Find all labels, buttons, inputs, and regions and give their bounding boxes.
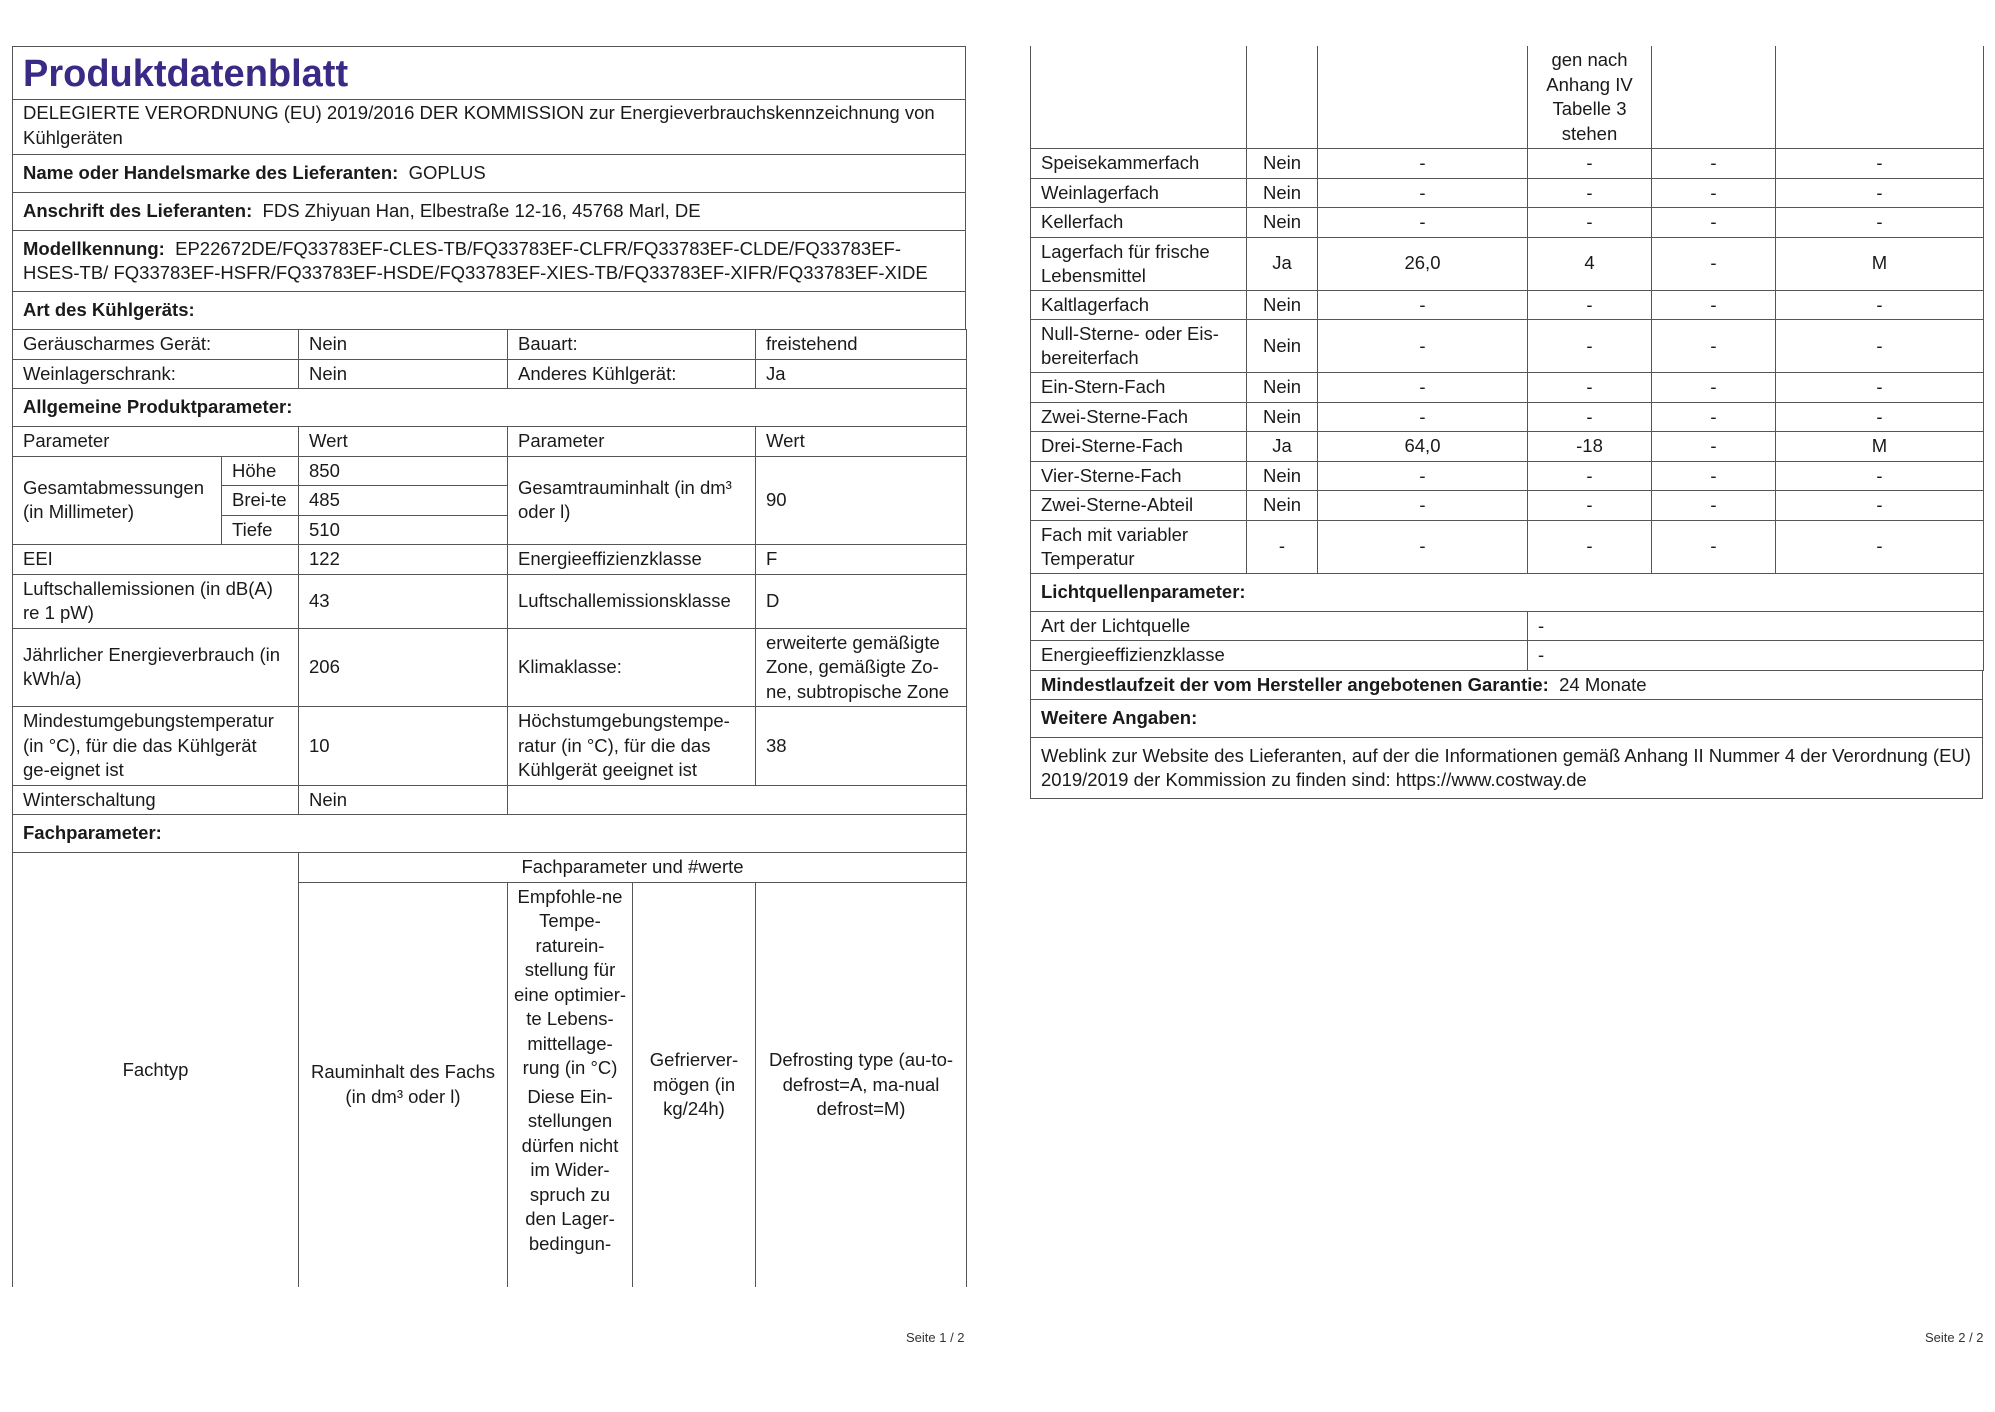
compartment-freeze: - <box>1652 402 1776 432</box>
winter-label: Winterschaltung <box>13 785 299 815</box>
fach-type-header: Fachtyp <box>13 853 299 1288</box>
compartment-freeze: - <box>1652 373 1776 403</box>
compartment-row <box>1031 290 1984 320</box>
winter-row <box>13 785 967 815</box>
compartment-volume: - <box>1318 491 1528 521</box>
compartment-name: Lagerfach für frische Lebensmittel <box>1031 237 1247 290</box>
compartment-row <box>1031 178 1984 208</box>
compartment-defrost: - <box>1776 320 1984 373</box>
compartment-temp: - <box>1528 461 1652 491</box>
compartment-defrost: - <box>1776 491 1984 521</box>
regulation-text: DELEGIERTE VERORDNUNG (EU) 2019/2016 DER KOMMISSION zur Energieverbrauchskennzeichnung von Kühlgeräten <box>13 99 966 155</box>
volume-value: 90 <box>756 456 967 545</box>
compartment-defrost: - <box>1776 373 1984 403</box>
compartment-temp: - <box>1528 149 1652 179</box>
compartment-name: Zwei-Sterne-Fach <box>1031 402 1247 432</box>
model-row <box>13 231 966 292</box>
column-header: Parameter <box>508 427 756 457</box>
model-value: EP22672DE/FQ33783EF-CLES-TB/FQ33783EF-CLFR/FQ33783EF-CLDE/FQ33783EF-HSES-TB/ FQ33783EF-HSFR/FQ33783EF-HSDE/FQ33783EF-XIES-TB/FQ33783EF-XIFR/FQ33783EF-XIDE <box>23 238 928 283</box>
compartment-freeze: - <box>1652 290 1776 320</box>
compartment-name: Null-Sterne- oder Eis-bereiterfach <box>1031 320 1247 373</box>
light-label: Art der Lichtquelle <box>1031 611 1528 641</box>
fach-temp-note: Diese Ein-stellungen dürfen nicht im Wider-spruch zu den Lager-bedingun- <box>521 1085 619 1254</box>
compartment-freeze: - <box>1652 149 1776 179</box>
header-table <box>12 46 966 100</box>
param-value: F <box>756 545 967 575</box>
compartment-name: Kaltlagerfach <box>1031 290 1247 320</box>
compartment-row <box>1031 520 1984 573</box>
compartment-row <box>1031 373 1984 403</box>
compartment-freeze: - <box>1652 237 1776 290</box>
compartment-row <box>1031 320 1984 373</box>
type-label: Geräuscharmes Gerät: <box>13 330 299 360</box>
fach-volume-header: Rauminhalt des Fachs (in dm³ oder l) <box>299 882 508 1287</box>
param-value: 43 <box>299 574 508 628</box>
dimension-row <box>13 456 967 486</box>
type-heading: Art des Kühlgeräts: <box>13 292 966 330</box>
warranty-value: 24 Monate <box>1559 673 1647 695</box>
compartment-present: Nein <box>1247 461 1318 491</box>
compartment-row <box>1031 491 1984 521</box>
compartment-name: Speisekammerfach <box>1031 149 1247 179</box>
depth-value: 510 <box>299 515 508 545</box>
compartment-defrost: - <box>1776 402 1984 432</box>
param-value: 122 <box>299 545 508 575</box>
param-label: Luftschallemissionen (in dB(A) re 1 pW) <box>13 574 299 628</box>
compartment-temp: -18 <box>1528 432 1652 462</box>
warranty-label: Mindestlaufzeit der vom Hersteller angebotenen Garantie: <box>1041 673 1549 695</box>
type-value: freistehend <box>756 330 967 360</box>
column-header: Wert <box>756 427 967 457</box>
compartment-freeze: - <box>1652 178 1776 208</box>
compartment-freeze: - <box>1652 491 1776 521</box>
light-row <box>1031 611 1984 641</box>
compartment-volume: - <box>1318 520 1528 573</box>
address-row <box>13 193 966 231</box>
light-value: - <box>1528 641 1984 671</box>
param-value: 206 <box>299 628 508 707</box>
compartment-volume: - <box>1318 290 1528 320</box>
compartment-freeze: - <box>1652 432 1776 462</box>
param-value: D <box>756 574 967 628</box>
compartment-name: Weinlagerfach <box>1031 178 1247 208</box>
compartment-present: Ja <box>1247 237 1318 290</box>
fach-defrost-header: Defrosting type (au-to-defrost=A, ma-nual defrost=M) <box>756 882 967 1287</box>
compartment-defrost: - <box>1776 520 1984 573</box>
compartment-defrost: - <box>1776 178 1984 208</box>
param-label: Höchstumgebungstempe-ratur (in °C), für die das Kühlgerät geeignet ist <box>508 707 756 786</box>
empty-cell <box>1318 46 1528 149</box>
fach-heading: Fachparameter: <box>13 815 967 853</box>
type-label: Weinlagerschrank: <box>13 359 299 389</box>
compartment-present: Nein <box>1247 149 1318 179</box>
compartment-present: Nein <box>1247 290 1318 320</box>
empty-cell <box>1652 46 1776 149</box>
width-value: 485 <box>299 486 508 516</box>
param-value: 38 <box>756 707 967 786</box>
compartment-present: Ja <box>1247 432 1318 462</box>
compartment-present: Nein <box>1247 320 1318 373</box>
compartment-defrost: - <box>1776 461 1984 491</box>
compartment-volume: - <box>1318 402 1528 432</box>
compartment-defrost: - <box>1776 208 1984 238</box>
compartment-freeze: - <box>1652 208 1776 238</box>
compartment-defrost: - <box>1776 149 1984 179</box>
compartment-row <box>1031 432 1984 462</box>
param-row <box>13 545 967 575</box>
empty-cell <box>1031 46 1247 149</box>
params-table <box>12 329 967 853</box>
compartment-volume: - <box>1318 208 1528 238</box>
param-row <box>13 574 967 628</box>
height-label: Höhe <box>222 456 299 486</box>
compartment-name: Drei-Sterne-Fach <box>1031 432 1247 462</box>
supplier-table <box>12 99 966 330</box>
page-title: Produktdatenblatt <box>13 47 966 100</box>
empty-cell <box>1776 46 1984 149</box>
empty-cell <box>1247 46 1318 149</box>
compartment-name: Ein-Stern-Fach <box>1031 373 1247 403</box>
compartment-temp: - <box>1528 208 1652 238</box>
compartment-name: Zwei-Sterne-Abteil <box>1031 491 1247 521</box>
type-value: Nein <box>299 359 508 389</box>
compartment-freeze: - <box>1652 520 1776 573</box>
address-label: Anschrift des Lieferanten: <box>23 200 253 222</box>
continuation-row <box>1031 46 1984 149</box>
winter-value: Nein <box>299 785 508 815</box>
supplier-label: Name oder Handelsmarke des Lieferanten: <box>23 162 399 184</box>
compartment-volume: - <box>1318 320 1528 373</box>
model-label: Modellkennung: <box>23 238 165 259</box>
compartment-temp: - <box>1528 290 1652 320</box>
type-row <box>13 330 967 360</box>
compartment-temp: - <box>1528 373 1652 403</box>
warranty-row <box>1031 670 1983 700</box>
supplier-row <box>13 155 966 193</box>
general-heading: Allgemeine Produktparameter: <box>13 389 967 427</box>
height-value: 850 <box>299 456 508 486</box>
dimensions-label: Gesamtabmessungen (in Millimeter) <box>13 456 222 545</box>
page-2-footer: Seite 2 / 2 <box>1925 1330 1984 1345</box>
compartment-defrost: M <box>1776 432 1984 462</box>
type-value: Nein <box>299 330 508 360</box>
fach-temp-text: Empfohle-ne Tempe-raturein-stellung für eine optimier-te Lebens-mittellage-rung (in °C) <box>513 885 627 1078</box>
compartment-volume: - <box>1318 373 1528 403</box>
light-row <box>1031 641 1984 671</box>
depth-label: Tiefe <box>222 515 299 545</box>
param-header-row <box>13 427 967 457</box>
compartment-temp: - <box>1528 320 1652 373</box>
param-label: Jährlicher Energieverbrauch (in kWh/a) <box>13 628 299 707</box>
compartment-present: Nein <box>1247 208 1318 238</box>
volume-label: Gesamtrauminhalt (in dm³ oder l) <box>508 456 756 545</box>
param-value: 10 <box>299 707 508 786</box>
supplier-value: GOPLUS <box>408 162 486 184</box>
param-label: Mindestumgebungstemperatur (in °C), für die das Kühlgerät ge-eignet ist <box>13 707 299 786</box>
compartment-row <box>1031 149 1984 179</box>
param-label: Luftschallemissionsklasse <box>508 574 756 628</box>
fach-temp-header <box>508 882 633 1287</box>
column-header: Parameter <box>13 427 299 457</box>
param-label: Klimaklasse: <box>508 628 756 707</box>
compartment-present: Nein <box>1247 178 1318 208</box>
compartment-volume: - <box>1318 461 1528 491</box>
width-label: Brei-te <box>222 486 299 516</box>
compartment-name: Kellerfach <box>1031 208 1247 238</box>
light-heading: Lichtquellenparameter: <box>1031 573 1984 611</box>
compartment-name: Vier-Sterne-Fach <box>1031 461 1247 491</box>
compartment-present: Nein <box>1247 491 1318 521</box>
address-value: FDS Zhiyuan Han, Elbestraße 12-16, 45768 Marl, DE <box>262 200 701 222</box>
type-label: Anderes Kühlgerät: <box>508 359 756 389</box>
compartment-row <box>1031 237 1984 290</box>
compartment-present: Nein <box>1247 402 1318 432</box>
compartment-volume: - <box>1318 178 1528 208</box>
light-label: Energieeffizienzklasse <box>1031 641 1528 671</box>
fach-group-header: Fachparameter und #werte <box>299 853 967 883</box>
compartment-defrost: M <box>1776 237 1984 290</box>
compartment-temp: - <box>1528 402 1652 432</box>
compartment-row <box>1031 461 1984 491</box>
warranty-table <box>1030 670 1983 800</box>
compartment-temp: - <box>1528 520 1652 573</box>
param-row <box>13 628 967 707</box>
compartment-rows <box>1031 149 1984 574</box>
temp-header-continuation: gen nach Anhang IV Tabelle 3 stehen <box>1528 46 1652 149</box>
page-1-footer: Seite 1 / 2 <box>906 1330 965 1345</box>
light-value: - <box>1528 611 1984 641</box>
fach-freeze-header: Gefrierver-mögen (in kg/24h) <box>633 882 756 1287</box>
type-value: Ja <box>756 359 967 389</box>
compartment-temp: - <box>1528 178 1652 208</box>
param-row <box>13 707 967 786</box>
datasheet-page-1 <box>12 46 966 1287</box>
param-label: Energieeffizienzklasse <box>508 545 756 575</box>
datasheet-page-2 <box>1030 46 1983 799</box>
compartment-volume: - <box>1318 149 1528 179</box>
compartment-volume: 26,0 <box>1318 237 1528 290</box>
compartment-temp: 4 <box>1528 237 1652 290</box>
column-header: Wert <box>299 427 508 457</box>
compartment-row <box>1031 208 1984 238</box>
compartment-table <box>1030 46 1984 574</box>
param-value: erweiterte gemäßigte Zone, gemäßigte Zo-ne, subtropische Zone <box>756 628 967 707</box>
compartment-present: Nein <box>1247 373 1318 403</box>
compartment-temp: - <box>1528 491 1652 521</box>
compartment-freeze: - <box>1652 320 1776 373</box>
compartment-volume: 64,0 <box>1318 432 1528 462</box>
compartment-freeze: - <box>1652 461 1776 491</box>
empty-cell <box>508 785 967 815</box>
param-label: EEI <box>13 545 299 575</box>
light-table <box>1030 573 1984 671</box>
weblink-text: Weblink zur Website des Lieferanten, auf der die Informationen gemäß Anhang II Nummer 4 der Verordnung (EU) 2019/2019 der Kommission zu finden sind: https://www.costway.de <box>1031 738 1983 799</box>
type-label: Bauart: <box>508 330 756 360</box>
more-heading: Weitere Angaben: <box>1031 700 1983 738</box>
compartment-name: Fach mit variabler Temperatur <box>1031 520 1247 573</box>
compartment-defrost: - <box>1776 290 1984 320</box>
fach-header-table <box>12 852 967 1287</box>
compartment-present: - <box>1247 520 1318 573</box>
compartment-row <box>1031 402 1984 432</box>
type-row <box>13 359 967 389</box>
